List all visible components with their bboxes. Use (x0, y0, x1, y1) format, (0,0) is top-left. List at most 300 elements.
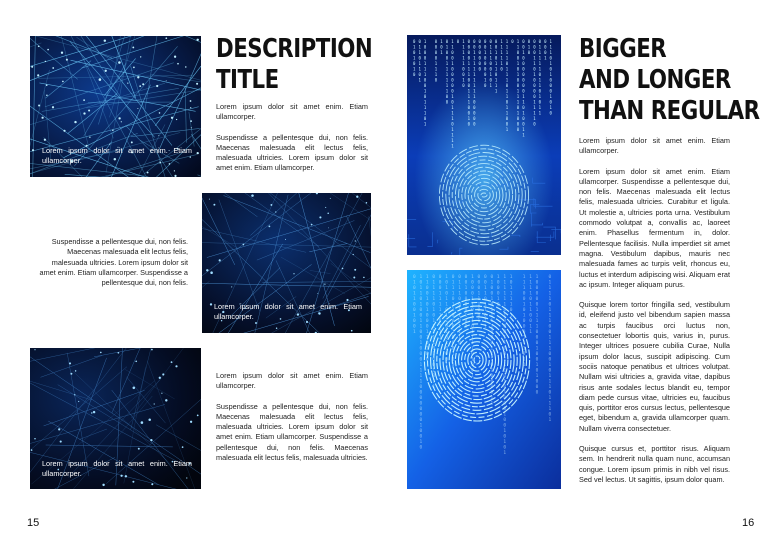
network-image-2 (202, 193, 371, 333)
binary-digit: 1 (533, 72, 536, 77)
binary-digit: 1 (413, 55, 416, 61)
binary-digit: 0 (432, 313, 436, 319)
binary-digit: 1 (451, 127, 454, 132)
binary-digit: 1 (462, 55, 465, 61)
binary-digit: 1 (516, 39, 520, 44)
binary-digit: 0 (533, 39, 536, 44)
binary-digit: 0 (464, 280, 468, 286)
binary-digit: 0 (489, 39, 492, 44)
binary-digit: 0 (535, 330, 539, 335)
binary-digit: 1 (522, 341, 526, 346)
binary-digit: 1 (451, 286, 455, 291)
binary-digit: 0 (533, 66, 536, 72)
binary-digit: 1 (451, 132, 454, 138)
binary-digit: 0 (529, 313, 532, 319)
binary-digit: 0 (413, 308, 416, 313)
binary-digit: 0 (467, 50, 471, 55)
binary-digit: 0 (516, 83, 520, 88)
binary-digit: 0 (549, 83, 552, 88)
fingerprint-image-2 (407, 270, 561, 489)
binary-digit: 0 (467, 83, 471, 88)
binary-digit: 1 (471, 357, 474, 363)
binary-digit: 1 (418, 77, 421, 83)
network-node (190, 107, 191, 108)
binary-digit: 0 (490, 275, 494, 280)
binary-digit: 0 (549, 110, 552, 116)
binary-digit: 0 (458, 341, 461, 346)
binary-digit: 1 (471, 346, 474, 352)
binary-digit: 1 (423, 66, 427, 72)
binary-digit: 0 (533, 88, 536, 94)
binary-digit: 1 (471, 319, 474, 324)
network-node (131, 141, 133, 143)
binary-digit: 1 (503, 341, 507, 346)
network-node (135, 360, 137, 362)
network-node (159, 112, 161, 114)
binary-digit: 1 (535, 313, 539, 319)
binary-digit: 0 (535, 297, 539, 302)
binary-digit: 1 (425, 275, 429, 280)
binary-digit: 0 (419, 352, 423, 357)
binary-digit: 0 (516, 50, 520, 55)
network-node (366, 202, 368, 204)
binary-digit: 0 (503, 330, 507, 335)
network-node (137, 108, 138, 109)
binary-digit: 0 (509, 280, 513, 286)
binary-digit: 0 (432, 275, 436, 280)
binary-digit: 0 (425, 352, 429, 357)
binary-digit: 0 (503, 319, 507, 324)
binary-digit: 0 (418, 39, 421, 44)
binary-digit: 1 (505, 77, 509, 83)
binary-digit: 1 (522, 50, 525, 55)
binary-digit: 1 (503, 440, 507, 445)
binary-digit: 1 (418, 44, 421, 50)
network-node (351, 330, 353, 332)
binary-digit: 0 (473, 44, 476, 50)
network-node (63, 130, 65, 132)
network-node (44, 139, 46, 141)
binary-digit: 0 (529, 319, 532, 324)
binary-digit: 0 (445, 99, 449, 105)
network-node (132, 481, 134, 483)
binary-digit: 0 (535, 286, 539, 291)
binary-digit: 1 (445, 72, 449, 77)
network-node (60, 441, 62, 443)
binary-digit: 1 (451, 94, 454, 99)
binary-digit: 1 (440, 39, 443, 44)
network-node (139, 85, 141, 87)
binary-digit: 0 (494, 39, 498, 44)
binary-digit: 1 (438, 308, 442, 313)
binary-digit: 1 (451, 44, 454, 50)
binary-digit: 1 (451, 280, 455, 286)
binary-digit: 1 (438, 330, 442, 335)
binary-digit: 0 (451, 66, 454, 72)
binary-digit: 1 (533, 105, 536, 110)
binary-digit: 0 (451, 297, 455, 302)
binary-digit: 0 (478, 55, 481, 61)
binary-digit: 0 (419, 297, 423, 302)
binary-digit: 1 (522, 357, 526, 363)
binary-digit: 0 (549, 99, 552, 105)
binary-digit: 0 (489, 77, 492, 83)
network-node (91, 412, 92, 413)
network-node (121, 121, 122, 122)
binary-digit: 0 (419, 445, 423, 451)
binary-digit: 1 (505, 127, 509, 132)
binary-digit: 1 (451, 105, 454, 110)
binary-digit: 0 (473, 116, 476, 121)
binary-digit: 0 (445, 308, 449, 313)
binary-digit: 1 (538, 83, 542, 88)
network-node (141, 421, 144, 424)
binary-digit: 1 (500, 50, 503, 55)
binary-digit: 1 (419, 286, 423, 291)
binary-digit: 0 (464, 291, 468, 297)
binary-digit: 0 (522, 88, 525, 94)
network-node (275, 211, 276, 212)
binary-digit: 0 (432, 346, 436, 352)
binary-digit: 1 (522, 99, 525, 105)
binary-digit: 0 (490, 291, 494, 297)
binary-digit: 1 (419, 291, 423, 297)
binary-digit: 0 (522, 72, 525, 77)
image1-caption: Lorem ipsum dolor sit amet enim. Etiam ullamcorper. (42, 146, 192, 165)
binary-digit: 1 (434, 66, 438, 72)
network-node (34, 349, 35, 350)
network-node (88, 109, 90, 111)
binary-digit: 0 (445, 55, 449, 61)
binary-digit: 0 (522, 61, 525, 66)
binary-digit: 0 (467, 44, 471, 50)
binary-digit: 1 (462, 50, 465, 55)
binary-digit: 1 (503, 286, 507, 291)
network-node (268, 225, 270, 227)
network-node (182, 446, 184, 448)
right-body-text (579, 136, 730, 485)
binary-digit: 1 (451, 143, 454, 149)
network-node (147, 172, 149, 174)
binary-digit: 0 (535, 280, 539, 286)
binary-digit: 0 (478, 61, 481, 66)
binary-digit: 1 (549, 94, 552, 99)
binary-digit: 1 (529, 308, 532, 313)
binary-digit: 1 (438, 291, 442, 297)
binary-digit: 1 (505, 39, 509, 44)
binary-digit: 1 (529, 280, 532, 286)
binary-digit: 1 (484, 286, 487, 291)
binary-digit: 0 (527, 39, 531, 44)
binary-digit: 0 (522, 39, 525, 44)
network-node (270, 204, 272, 206)
binary-digit: 1 (451, 291, 455, 297)
binary-digit: 0 (548, 412, 552, 418)
binary-digit: 1 (471, 341, 474, 346)
binary-digit: 1 (500, 44, 503, 50)
binary-digit: 1 (548, 374, 552, 379)
binary-digit: 0 (505, 121, 509, 127)
binary-digit: 1 (549, 61, 552, 66)
binary-digit: 1 (529, 324, 532, 330)
binary-digit: 0 (418, 72, 421, 77)
binary-digit: 1 (522, 280, 526, 286)
binary-digit: 0 (464, 319, 468, 324)
network-node (148, 419, 151, 422)
binary-digit: 0 (477, 308, 481, 313)
binary-digit: 0 (445, 291, 449, 297)
binary-digit: 1 (438, 335, 442, 341)
binary-digit: 1 (419, 368, 423, 374)
binary-digit: 1 (522, 346, 526, 352)
binary-digit: 1 (432, 341, 436, 346)
paragraph: Suspendisse a pellentesque dui, non felis. Maecenas malesuada elit lectus felis, malesuada ultricies. Lorem ipsum dolor sit amet enim. Etiam ullamcorper. (216, 132, 368, 173)
binary-digit: 0 (503, 308, 507, 313)
binary-digit: 1 (522, 286, 526, 291)
binary-digit: 0 (445, 335, 449, 341)
binary-digit: 1 (548, 291, 552, 297)
network-node (328, 227, 329, 228)
binary-digit: 0 (413, 39, 416, 44)
paragraph: Quisque cursus et, porttitor risus. Aliquam sem. In hendrerit nulla quam nunc, accumsan congue. Lorem ipsum primis in nibh vel risus. Sed vel lectus. Ut sagittis, ipsum dolor quam. (579, 444, 730, 484)
binary-digit: 0 (478, 66, 481, 72)
network-node (363, 277, 365, 279)
binary-digit: 0 (413, 50, 416, 55)
paragraph: Lorem ipsum dolor sit amet enim. Etiam ullamcorper. (579, 136, 730, 156)
network-node (210, 303, 212, 305)
network-node (276, 328, 277, 329)
binary-digit: 0 (471, 291, 474, 297)
binary-digit: 0 (434, 39, 438, 44)
binary-digit: 1 (503, 363, 507, 368)
binary-digit: 0 (464, 302, 468, 308)
binary-digit: 1 (473, 88, 476, 94)
binary-digit: 0 (544, 44, 547, 50)
binary-digit: 1 (432, 368, 436, 374)
binary-digit: 0 (467, 110, 471, 116)
binary-digit: 0 (533, 121, 536, 127)
binary-digit: 1 (522, 302, 526, 308)
binary-digit: 0 (419, 407, 423, 412)
binary-digit: 1 (419, 324, 423, 330)
binary-digit: 0 (484, 297, 487, 302)
binary-digit: 1 (522, 110, 525, 116)
binary-digit: 1 (423, 61, 427, 66)
binary-digit: 1 (413, 313, 416, 319)
binary-digit: 1 (464, 313, 468, 319)
binary-digit: 0 (503, 423, 507, 429)
binary-digit: 0 (535, 291, 539, 297)
binary-digit: 1 (418, 61, 421, 66)
binary-digit: 1 (490, 357, 494, 363)
network-node (317, 293, 318, 294)
binary-digit: 0 (419, 412, 423, 418)
network-node (293, 273, 294, 274)
binary-digit: 1 (477, 319, 481, 324)
binary-digit: 0 (522, 77, 525, 83)
binary-digit: 1 (423, 88, 427, 94)
paragraph: Lorem ipsum dolor sit amet enim. Etiam ullamcorper. (216, 102, 368, 122)
network-node (342, 268, 344, 270)
binary-digit: 0 (464, 308, 468, 313)
network-node (353, 277, 355, 279)
binary-digit: 1 (500, 61, 503, 66)
binary-digit: 1 (505, 105, 509, 110)
binary-digit: 0 (477, 313, 481, 319)
binary-digit: 0 (477, 275, 481, 280)
binary-digit: 0 (490, 385, 494, 390)
network-node (45, 61, 46, 62)
binary-digit: 0 (505, 99, 509, 105)
binary-digit: 1 (490, 368, 494, 374)
binary-digit: 1 (490, 319, 494, 324)
binary-digit: 1 (516, 94, 520, 99)
binary-digit: 0 (484, 39, 487, 44)
network-node (74, 121, 76, 123)
binary-digit: 0 (467, 105, 471, 110)
binary-digit: 0 (418, 55, 421, 61)
image3-caption: Lorem ipsum dolor sit amet enim. Etiam ullamcorper. (42, 459, 192, 478)
binary-digit: 1 (484, 324, 487, 330)
binary-digit: 0 (505, 61, 509, 66)
network-node (78, 401, 79, 402)
network-node (171, 361, 173, 363)
binary-digit: 0 (503, 385, 507, 390)
binary-digit: 0 (413, 319, 416, 324)
binary-digit: 1 (432, 291, 436, 297)
binary-digit: 0 (434, 44, 438, 50)
binary-digit: 1 (467, 66, 471, 72)
binary-digit: 0 (478, 39, 481, 44)
binary-digit: 1 (432, 385, 436, 390)
binary-digit: 0 (490, 374, 494, 379)
network-node (102, 484, 104, 486)
network-node (105, 70, 107, 72)
binary-digit: 1 (496, 275, 500, 280)
binary-digit: 1 (489, 50, 492, 55)
binary-digit: 1 (548, 286, 552, 291)
binary-digit: 0 (522, 291, 526, 297)
binary-digit: 0 (505, 116, 509, 121)
binary-digit: 1 (425, 297, 429, 302)
binary-digit: 1 (413, 330, 416, 335)
title-line: THAN REGULAR (579, 96, 760, 126)
binary-digit: 0 (438, 319, 442, 324)
paragraph: Lorem ipsum dolor sit amet enim. Etiam ullamcorper. (216, 371, 368, 391)
binary-digit: 1 (445, 297, 449, 302)
network-node (140, 56, 141, 57)
binary-digit: 0 (413, 302, 416, 308)
binary-digit: 1 (473, 83, 476, 88)
binary-digit: 0 (419, 280, 423, 286)
binary-digit: 0 (535, 385, 539, 390)
binary-digit: 1 (432, 280, 436, 286)
binary-digit: 1 (503, 313, 507, 319)
binary-digit: 1 (419, 275, 423, 280)
binary-digit: 1 (548, 396, 552, 401)
binary-digit: 0 (462, 72, 465, 77)
binary-digit: 0 (471, 368, 474, 374)
binary-digit: 1 (503, 379, 507, 385)
network-node (37, 74, 39, 76)
network-node (52, 106, 54, 108)
network-node (243, 244, 245, 246)
description-text-bottom (216, 371, 368, 463)
network-node (209, 199, 210, 200)
binary-digit: 0 (548, 324, 552, 330)
binary-digit: 1 (445, 319, 449, 324)
network-node (31, 66, 33, 68)
binary-digit: 1 (445, 88, 449, 94)
binary-digit: 0 (496, 286, 500, 291)
binary-digit: 0 (413, 275, 416, 280)
binary-digit: 0 (432, 363, 436, 368)
binary-digit: 0 (548, 368, 552, 374)
binary-digit: 1 (535, 319, 539, 324)
binary-digit: 0 (425, 319, 429, 324)
binary-digit: 0 (434, 77, 438, 83)
binary-digit: 0 (471, 280, 474, 286)
binary-digit: 1 (423, 72, 427, 77)
binary-digit: 0 (425, 341, 429, 346)
network-node (255, 322, 257, 324)
network-node (356, 196, 358, 198)
binary-digit: 0 (535, 379, 539, 385)
network-node (46, 94, 48, 96)
binary-digit: 0 (473, 99, 476, 105)
binary-digit: 1 (432, 319, 436, 324)
binary-digit: 1 (527, 44, 531, 50)
binary-digit: 1 (538, 44, 542, 50)
binary-digit: 1 (484, 291, 487, 297)
binary-digit: 0 (477, 280, 481, 286)
binary-digit: 1 (548, 313, 552, 319)
binary-digit: 1 (529, 275, 532, 280)
binary-digit: 1 (418, 66, 421, 72)
network-node (154, 403, 155, 404)
network-node (210, 271, 213, 274)
binary-digit: 0 (423, 116, 427, 121)
binary-digit: 1 (548, 407, 552, 412)
binary-digit: 0 (489, 61, 492, 66)
binary-digit: 1 (516, 99, 520, 105)
binary-digit: 1 (425, 330, 429, 335)
binary-digit: 0 (419, 390, 423, 396)
binary-digit: 1 (538, 77, 542, 83)
binary-digit: 0 (538, 39, 542, 44)
binary-digit: 0 (505, 83, 509, 88)
binary-digit: 1 (458, 330, 461, 335)
binary-digit: 0 (533, 77, 536, 83)
binary-digit: 1 (438, 324, 442, 330)
network-node (104, 39, 106, 41)
binary-digit: 0 (451, 72, 454, 77)
binary-digit: 1 (462, 61, 465, 66)
binary-digit: 0 (522, 44, 525, 50)
network-node (69, 362, 71, 364)
binary-digit: 1 (423, 99, 427, 105)
binary-digit: 0 (473, 105, 476, 110)
binary-digit: 0 (490, 363, 494, 368)
network-node (156, 85, 158, 87)
binary-digit: 0 (445, 324, 449, 330)
binary-digit: 1 (489, 55, 492, 61)
binary-digit: 0 (419, 434, 423, 440)
binary-digit: 0 (451, 88, 454, 94)
binary-digit: 1 (548, 341, 552, 346)
binary-digit: 0 (451, 121, 454, 127)
binary-digit: 0 (467, 55, 471, 61)
